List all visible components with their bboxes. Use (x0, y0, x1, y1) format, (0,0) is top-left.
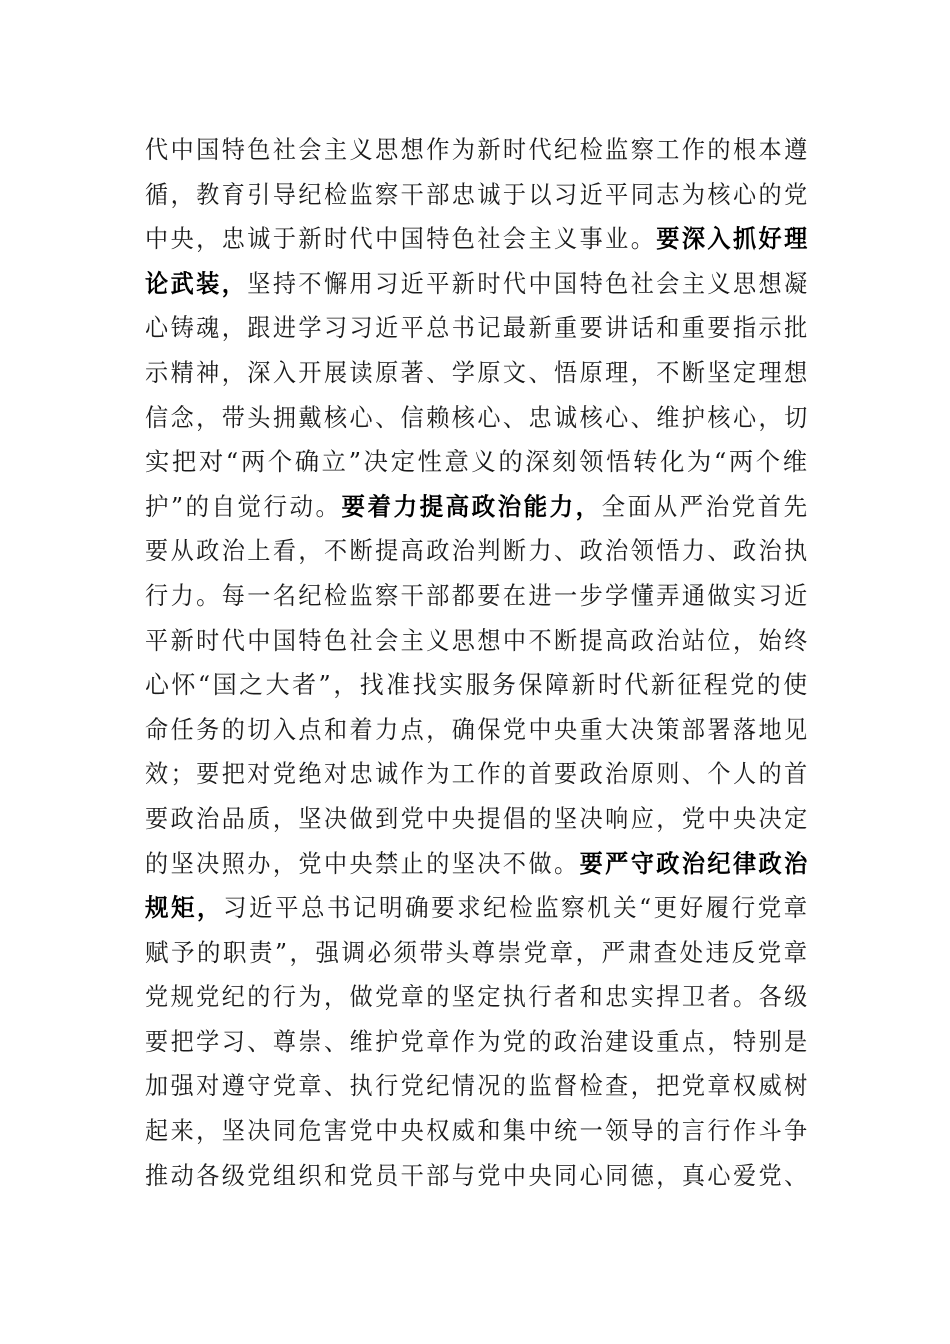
body-text: 代中国特色社会主义思想作为新时代纪检监察工作的根本遵 (145, 135, 810, 164)
body-text: 行力。每一名纪检监察干部都要在进一步学懂弄通做实习近 (145, 580, 810, 610)
body-text: 心怀“国之大者”，找准找实服务保障新时代新征程党的使 (145, 670, 810, 700)
text-line (145, 128, 810, 173)
text-line (145, 485, 810, 530)
body-text: 赋予的职责”，强调必须带头尊崇党章，严肃查处违反党章 (145, 937, 810, 967)
text-line (145, 173, 810, 218)
body-text: 全面从严治党首先 (601, 491, 810, 521)
bold-heading-phrase: 要严守政治纪律政治 (579, 848, 810, 878)
body-text: 效；要把对党绝对忠诚作为工作的首要政治原则、个人的首 (145, 759, 810, 789)
text-line (145, 1020, 810, 1065)
text-line (145, 262, 810, 307)
text-line (145, 351, 810, 396)
text-line (145, 1154, 810, 1199)
bold-heading-phrase: 论武装， (145, 268, 248, 298)
text-line (145, 306, 810, 351)
text-line (145, 1064, 810, 1109)
body-text: 要从政治上看，不断提高政治判断力、政治领悟力、政治执 (145, 536, 810, 566)
body-paragraph (145, 128, 810, 1198)
text-line (145, 529, 810, 574)
body-text: 实把对“两个确立”决定性意义的深刻领悟转化为“两个维 (145, 447, 810, 477)
body-text: 起来，坚决同危害党中央权威和集中统一领导的言行作斗争 (145, 1116, 810, 1146)
text-line (145, 663, 810, 708)
body-text: 推动各级党组织和党员干部与党中央同心同德，真心爱党、 (145, 1160, 810, 1190)
text-line (145, 752, 810, 797)
text-line (145, 396, 810, 441)
body-text: 护”的自觉行动。 (145, 491, 342, 521)
text-line (145, 842, 810, 887)
body-text: 命任务的切入点和着力点，确保党中央重大决策部署落地见 (145, 714, 810, 744)
text-line (145, 886, 810, 931)
body-text: 加强对遵守党章、执行党纪情况的监督检查，把党章权威树 (145, 1071, 810, 1101)
body-text: 信念，带头拥戴核心、信赖核心、忠诚核心、维护核心，切 (145, 402, 810, 432)
body-text: 中央，忠诚于新时代中国特色社会主义事业。 (145, 224, 657, 254)
text-line (145, 574, 810, 619)
bold-heading-phrase: 要深入抓好理 (656, 224, 810, 254)
bold-heading-phrase: 要着力提高政治能力， (341, 491, 602, 521)
body-text: 要政治品质，坚决做到党中央提倡的坚决响应，党中央决定 (145, 803, 810, 833)
body-text: 心铸魂，跟进学习习近平总书记最新重要讲话和重要指示批 (145, 313, 810, 343)
body-text: 平新时代中国特色社会主义思想中不断提高政治站位，始终 (145, 625, 810, 655)
text-line (145, 975, 810, 1020)
text-line (145, 217, 810, 262)
bold-heading-phrase: 规矩， (145, 893, 224, 923)
body-text: 习近平总书记明确要求纪检监察机关“更好履行党章 (223, 893, 810, 923)
body-text: 党规党纪的行为，做党章的坚定执行者和忠实捍卫者。各级 (145, 982, 810, 1012)
body-text: 的坚决照办，党中央禁止的坚决不做。 (145, 848, 580, 878)
text-line (145, 797, 810, 842)
body-text: 循，教育引导纪检监察干部忠诚于以习近平同志为核心的党 (145, 179, 810, 209)
text-line (145, 931, 810, 976)
text-line (145, 1109, 810, 1154)
text-line (145, 619, 810, 664)
body-text: 要把学习、尊崇、维护党章作为党的政治建设重点，特别是 (145, 1026, 810, 1056)
body-text: 示精神，深入开展读原著、学原文、悟原理，不断坚定理想 (145, 357, 810, 387)
body-text: 坚持不懈用习近平新时代中国特色社会主义思想凝 (247, 268, 810, 298)
text-line (145, 708, 810, 753)
text-line (145, 440, 810, 485)
